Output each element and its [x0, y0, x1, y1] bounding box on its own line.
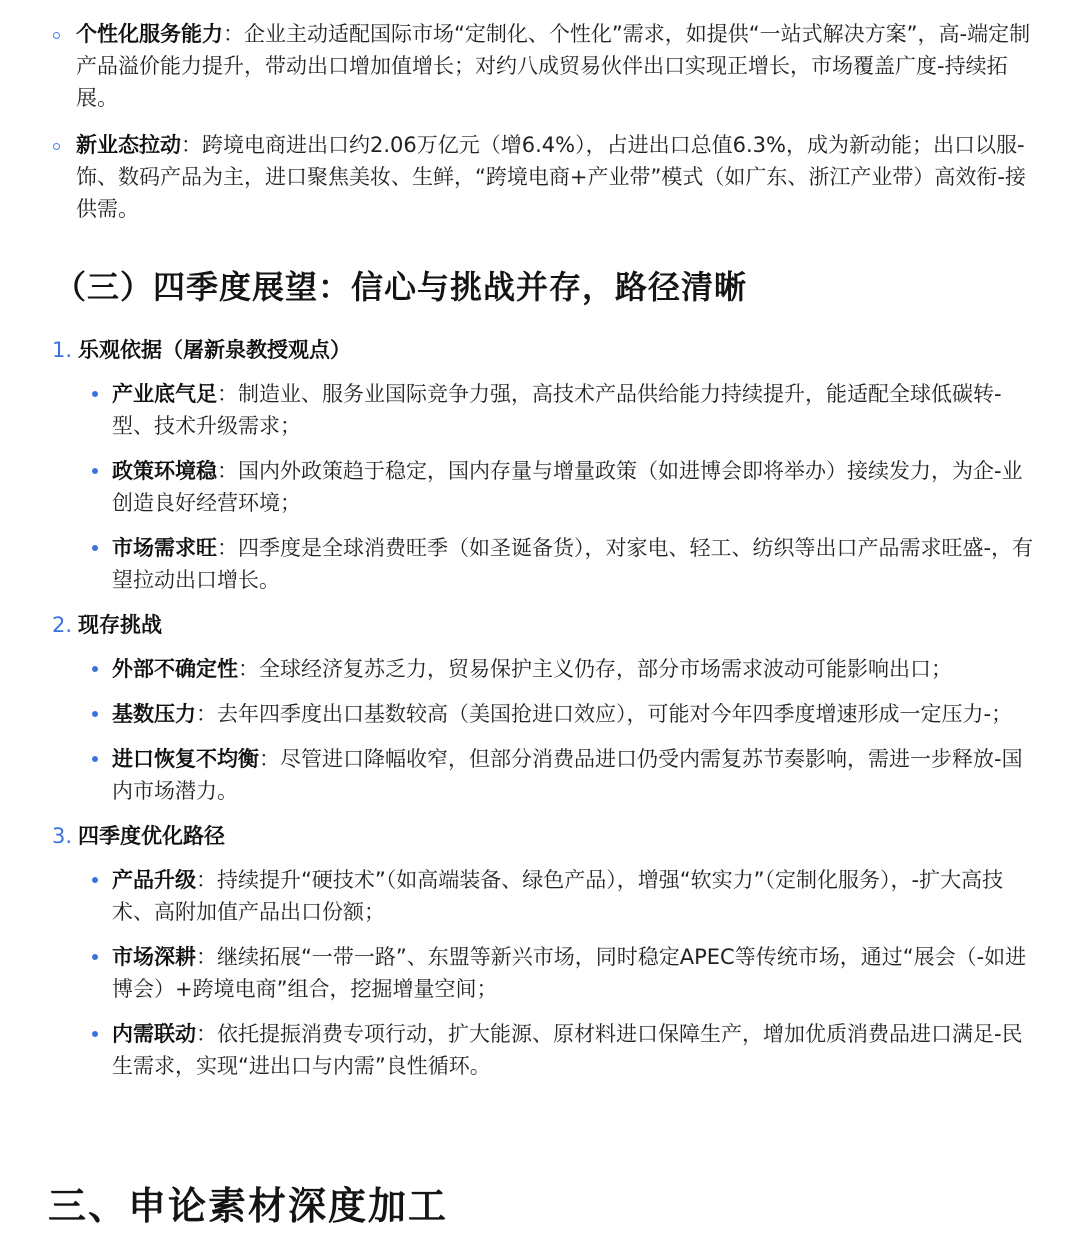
sub-item-title: 市场需求旺: [112, 536, 217, 560]
sub-item-title: 进口恢复不均衡: [112, 747, 259, 771]
ordered-list-item: [0, 334, 1080, 596]
sub-item-title: 政策环境稳: [112, 459, 217, 483]
sub-item-text: ：继续拓展“一带一路”、东盟等新兴市场，同时稳定APEC等传统市场，通过“展会（-如进博会）+跨境电商”组合，挖掘增量空间；: [112, 945, 1027, 1001]
item-title: 新业态拉动: [76, 133, 181, 157]
dot-bullet-icon: [92, 545, 98, 551]
sub-item-title: 产业底气足: [112, 382, 217, 406]
sub-item-paragraph: [112, 455, 1040, 519]
sub-item-paragraph: [112, 864, 1040, 928]
sub-item-paragraph: [112, 698, 1040, 730]
sub-item-text: ：全球经济复苏乏力，贸易保护主义仍存，部分市场需求波动可能影响出口；: [238, 657, 952, 681]
sub-list-item: [0, 743, 1080, 807]
item-title: 个性化服务能力: [76, 22, 223, 46]
ordered-item-heading: [0, 820, 1080, 852]
list-number: 2.: [52, 613, 73, 637]
ordered-item-heading: [0, 334, 1080, 366]
list-item-paragraph: [76, 129, 1044, 225]
sub-item-text: ：制造业、服务业国际竞争力强，高技术产品供给能力持续提升，能适配全球低碳转-型、技术升级需求；: [112, 382, 1002, 438]
dot-bullet-icon: [92, 391, 98, 397]
dot-bullet-icon: [92, 711, 98, 717]
ordered-item-heading: [0, 609, 1080, 641]
sub-list-item: [0, 532, 1080, 596]
ordered-list-item: [0, 820, 1080, 1082]
ordered-list-item: [0, 609, 1080, 807]
sub-item-text: ：尽管进口降幅收窄，但部分消费品进口仍受内需复苏节奏影响，需进一步释放-国内市场潜力。: [112, 747, 1023, 803]
sub-item-text: ：依托提振消费专项行动，扩大能源、原材料进口保障生产，增加优质消费品进口满足-民生需求，实现“进出口与内需”良性循环。: [112, 1022, 1023, 1078]
dot-bullet-icon: [92, 756, 98, 762]
sub-list-item: [0, 941, 1080, 1005]
sub-item-paragraph: [112, 532, 1040, 596]
dot-bullet-icon: [92, 468, 98, 474]
list-item: [0, 18, 1080, 114]
sub-item-title: 外部不确定性: [112, 657, 238, 681]
sub-item-text: ：持续提升“硬技术”（如高端装备、绿色产品），增强“软实力”（定制化服务），-扩大高技术、高附加值产品出口份额；: [112, 868, 1004, 924]
sub-list-item: [0, 698, 1080, 730]
sub-item-title: 市场深耕: [112, 945, 196, 969]
sub-list-item: [0, 378, 1080, 442]
sub-list-item: [0, 864, 1080, 928]
sub-item-text: ：国内外政策趋于稳定，国内存量与增量政策（如进博会即将举办）接续发力，为企-业创造良好经营环境；: [112, 459, 1023, 515]
dot-bullet-icon: [92, 954, 98, 960]
sub-list-item: [0, 455, 1080, 519]
ordered-item-title: 乐观依据（屠新泉教授观点）: [78, 338, 351, 362]
dot-bullet-icon: [92, 666, 98, 672]
section-heading: （三）四季度展望：信心与挑战并存，路径清晰: [54, 268, 748, 306]
ordered-item-title: 四季度优化路径: [78, 824, 225, 848]
sub-item-paragraph: [112, 653, 1040, 685]
sub-item-paragraph: [112, 941, 1040, 1005]
hollow-bullet-icon: [53, 143, 60, 150]
sub-item-paragraph: [112, 378, 1040, 442]
sub-item-title: 内需联动: [112, 1022, 196, 1046]
list-item-paragraph: [76, 18, 1044, 114]
list-number: 1.: [52, 338, 73, 362]
sub-item-paragraph: [112, 743, 1040, 807]
sub-item-text: ：四季度是全球消费旺季（如圣诞备货），对家电、轻工、纺织等出口产品需求旺盛-，有望拉动出口增长。: [112, 536, 1034, 592]
sub-item-paragraph: [112, 1018, 1040, 1082]
dot-bullet-icon: [92, 1031, 98, 1037]
list-number: 3.: [52, 824, 73, 848]
main-section-heading: 三、申论素材深度加工: [48, 1184, 449, 1228]
sub-item-title: 产品升级: [112, 868, 196, 892]
sub-item-title: 基数压力: [112, 702, 196, 726]
hollow-bullet-icon: [53, 32, 60, 39]
item-text: ：跨境电商进出口约2.06万亿元（增6.4%），占进出口总值6.3%，成为新动能；出口以服-饰、数码产品为主，进口聚焦美妆、生鲜，“跨境电商+产业带”模式（如广东、浙江产业带）高效衔-接供需。: [76, 133, 1026, 221]
circle-bullet-list: [0, 18, 1080, 240]
sub-list-item: [0, 653, 1080, 685]
ordered-list: [0, 334, 1080, 1095]
list-item: [0, 129, 1080, 225]
sub-list-item: [0, 1018, 1080, 1082]
item-text: ：企业主动适配国际市场“定制化、个性化”需求，如提供“一站式解决方案”，高-端定制产品溢价能力提升，带动出口增加值增长；对约八成贸易伙伴出口实现正增长，市场覆盖广度-持续拓展。: [76, 22, 1031, 110]
ordered-item-title: 现存挑战: [78, 613, 162, 637]
sub-item-text: ：去年四季度出口基数较高（美国抢进口效应），可能对今年四季度增速形成一定压力-；: [196, 702, 1013, 726]
dot-bullet-icon: [92, 877, 98, 883]
